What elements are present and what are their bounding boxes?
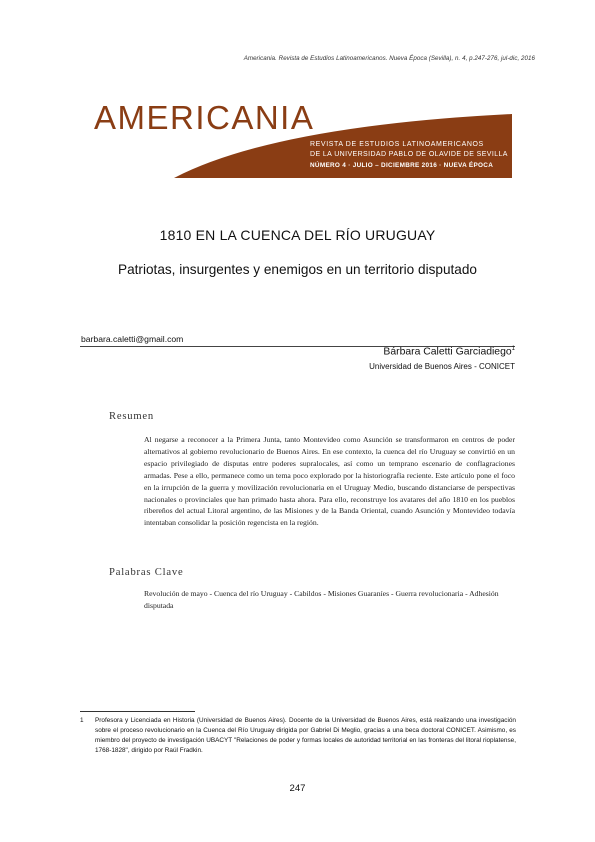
footnote-divider: [80, 711, 195, 712]
abstract-text: Al negarse a reconocer a la Primera Junta, tanto Montevideo como Asunción se transformaron en centros de poder alternativos al gobierno revolucionario de Buenos Aires. En ese contexto, la cuenca del río Uruguay se convirtió en un espacio privilegiado de disputas entre poderes supralocales, así como un temprano escenario de conflagraciones armadas. Pese a ello, permanece como un tema poco explorado por la historiografía reciente. Este artículo pone el foco en la irrupción de la guerra y movilización revolucionaria en el Uruguay Medio, buscando distanciarse de perspectivas nacionales o provinciales que han primado hasta ahora. Para ello, reconstruye los avatares del año 1810 en los pueblos ribereños del actual Litoral argentino, de las Misiones y de la Banda Oriental, cuando Asunción y Montevideo todavía intentaban consolidar la posición regencista en la región.: [144, 435, 515, 528]
footnote-text: Profesora y Licenciada en Historia (Universidad de Buenos Aires). Docente de la Universidad de Buenos Aires, está realizando una investigación sobre el proceso revolucionario en la Cuenca del Río Uruguay dirigida por Gabriel Di Meglio, gracias a una beca doctoral CONICET. Asimismo, es miembro del proyecto de investigación UBACYT "Relaciones de poder y formas locales de autoridad territorial en las fronteras del litoral rioplatense, 1768-1828", dirigido por Raúl Fradkin.: [95, 717, 516, 754]
banner-issue: NÚMERO 4 · JULIO – DICIEMBRE 2016 · NUEVA ÉPOCA: [310, 162, 494, 169]
footnote: [80, 716, 516, 756]
keywords-heading: Palabras Clave: [109, 567, 184, 578]
keywords-text: Revolución de mayo - Cuenca del río Uruguay - Cabildos - Misiones Guaraníes - Guerra revolucionaria - Adhesión disputada: [144, 589, 499, 610]
running-head: Americania. Revista de Estudios Latinoamericanos. Nueva Época (Sevilla), n. 4, p.247-276, jul-dic, 2016: [243, 55, 535, 62]
author-block: [383, 346, 515, 357]
banner-brand-text: AMERICANIA: [94, 99, 315, 136]
author-name: Bárbara Caletti Garciadiego: [383, 346, 512, 358]
article-subtitle: Patriotas, insurgentes y enemigos en un territorio disputado: [118, 262, 477, 277]
footnote-mark: 1: [80, 717, 84, 724]
banner-line1: REVISTA DE ESTUDIOS LATINOAMERICANOS: [310, 141, 484, 148]
journal-banner: [84, 86, 512, 178]
banner-line2: DE LA UNIVERSIDAD PABLO DE OLAVIDE DE SEVILLA: [310, 151, 508, 158]
author-footnote-ref[interactable]: 1: [511, 346, 515, 352]
article-title: 1810 EN LA CUENCA DEL RÍO URUGUAY: [159, 227, 436, 243]
abstract-heading: Resumen: [109, 411, 155, 422]
author-affiliation: Universidad de Buenos Aires - CONICET: [369, 362, 515, 371]
page-number: 247: [289, 783, 306, 794]
author-email[interactable]: barbara.caletti@gmail.com: [81, 334, 184, 344]
